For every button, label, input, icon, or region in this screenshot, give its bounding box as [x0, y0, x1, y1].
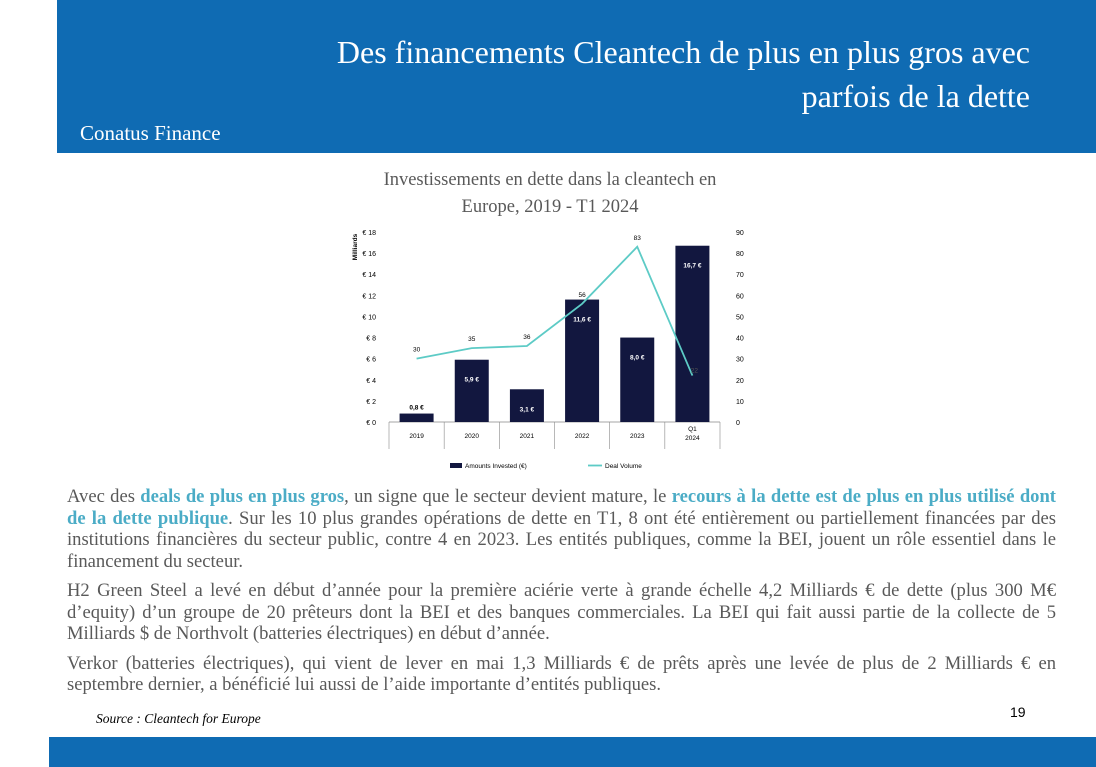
line-data-label: 35 [468, 336, 476, 344]
bar-amount-invested [400, 414, 434, 422]
bar-amount-invested [675, 246, 709, 422]
chart-title-line-2: Europe, 2019 - T1 2024 [461, 197, 639, 217]
bar-amount-invested [455, 360, 489, 422]
footer-bar [49, 737, 1096, 767]
legend-swatch-bar [450, 463, 462, 468]
x-tick-label: 2019 [409, 433, 424, 440]
y2-tick-label: 80 [736, 251, 744, 259]
y2-tick-label: 90 [736, 230, 744, 237]
paragraph-3: Verkor (batteries électriques), qui vient de lever en mai 1,3 Milliards € de prêts après une levée de plus de 2 Milliards € en septembre dernier, a bénéficié lui aussi de l’aide importante d’entités publiques. [67, 652, 1056, 695]
line-data-label: 56 [578, 291, 586, 299]
x-tick-label: 2022 [574, 433, 590, 440]
y-tick-label: € 12 [362, 293, 376, 301]
y-tick-label: € 8 [366, 335, 376, 343]
brand-name: Conatus Finance [80, 121, 221, 145]
p1-text-a: Avec des [67, 486, 141, 507]
source-note: Source : Cleantech for Europe [96, 711, 261, 726]
legend-label-deal-volume: Deal Volume [605, 463, 642, 470]
line-data-label: 22 [690, 367, 699, 375]
bar-data-label: 8,0 € [630, 354, 645, 362]
debt-investment-chart [340, 225, 760, 475]
slide-title-line-1: Des financements Cleantech de plus en plus gros avec [336, 34, 1030, 70]
y-tick-label: € 14 [362, 272, 376, 280]
x-tick-label: 2021 [519, 433, 535, 440]
bar-data-label: 16,7 € [683, 262, 702, 270]
header-banner [57, 0, 1096, 153]
y-axis-label: Milliards [352, 233, 359, 261]
chart-title [300, 167, 800, 221]
y-tick-label: € 4 [366, 377, 376, 385]
line-data-label: 36 [523, 334, 531, 341]
y2-tick-label: 20 [736, 377, 744, 385]
line-data-label: 30 [412, 346, 421, 354]
y2-tick-label: 0 [736, 420, 740, 427]
x-tick-label: Q1 [688, 426, 697, 433]
bar-data-label: 3,1 € [519, 406, 535, 414]
legend-label-amount: Amounts Invested (€) [465, 463, 527, 470]
paragraph-2: H2 Green Steel a levé en début d’année pour la première aciérie verte à grande échelle 4,2 Milliards € de dette (plus 300 M€ d’equity) d’un groupe de 20 prêteurs dont la BEI et des banques commerciales. La BEI qui fait aussi partie de la collecte de 5 Milliards $ de Northvolt (batteries électriques) en début d’année. [67, 580, 1056, 644]
bar-amount-invested [620, 338, 654, 422]
y-tick-label: € 6 [366, 356, 376, 364]
y2-tick-label: 40 [736, 335, 744, 343]
y2-tick-label: 30 [736, 356, 744, 364]
y2-tick-label: 50 [736, 314, 744, 322]
line-data-label: 83 [633, 234, 641, 242]
paragraph-1 [67, 486, 1056, 572]
p1-highlight-a: deals de plus en plus gros [140, 486, 345, 507]
y-tick-label: € 18 [362, 230, 376, 237]
page-number: 19 [1010, 704, 1026, 720]
body-text [67, 486, 1056, 704]
p1-text-b: , un signe que le secteur devient mature, le [344, 486, 672, 507]
slide-title [130, 30, 1030, 118]
y2-tick-label: 70 [736, 272, 744, 280]
y2-tick-label: 60 [736, 293, 744, 301]
slide-title-line-2: parfois de la dette [801, 78, 1030, 114]
x-tick-label: 2020 [464, 433, 479, 440]
chart-title-line-1: Investissements en dette dans la cleantech en [383, 170, 717, 190]
y2-tick-label: 10 [736, 398, 744, 406]
y-tick-label: € 10 [362, 314, 376, 322]
p1-text-c: . Sur les 10 plus grandes opérations de dette en T1, 8 ont été entièrement ou partiellement financées par des institutions financières du secteur public, contre 4 en 2023. Les entités publiques, comme la BEI, jouent un rôle essentiel dans le financement du secteur. [67, 507, 1056, 572]
y-tick-label: € 2 [366, 398, 376, 406]
bar-data-label: 0,8 € [409, 404, 424, 412]
y-tick-label: € 0 [366, 420, 376, 427]
bar-data-label: 5,9 € [464, 376, 479, 384]
x-tick-label: 2024 [685, 435, 700, 442]
x-tick-label: 2023 [630, 433, 645, 440]
y-tick-label: € 16 [362, 251, 376, 259]
p1-highlight-b: recours à la dette est de plus en plus utilisé dont de la dette publique [67, 486, 1056, 529]
bar-data-label: 11,6 € [573, 316, 591, 324]
